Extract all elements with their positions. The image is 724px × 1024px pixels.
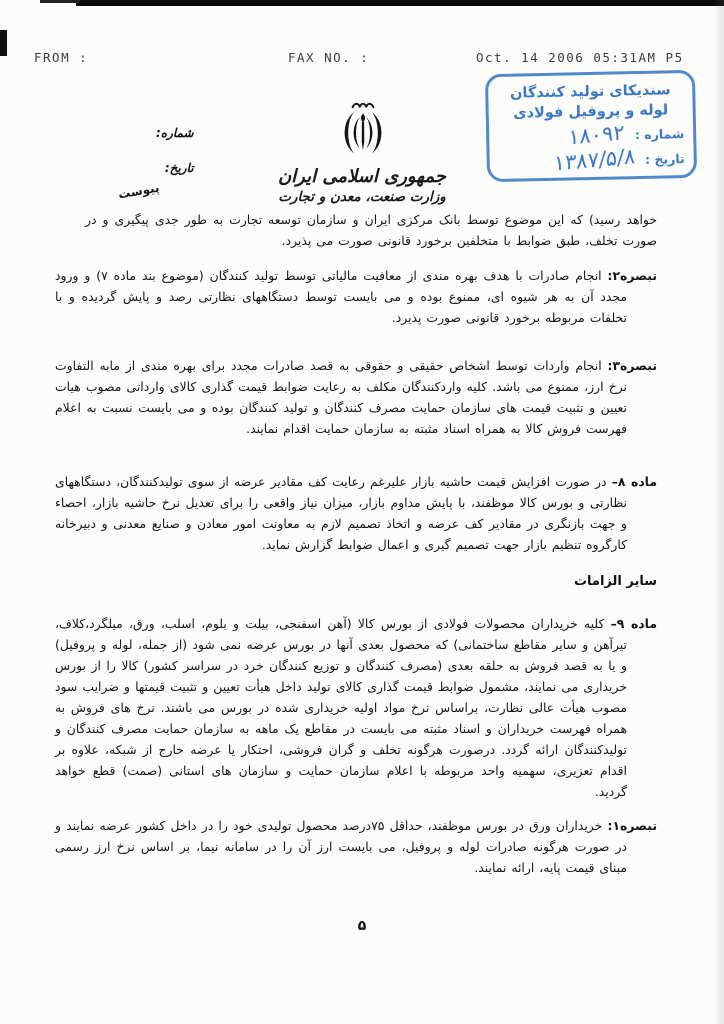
note-3-paragraph — [55, 355, 657, 439]
other-requirements-heading: سایر الزامات — [573, 574, 657, 589]
country-title: جمهوری اسلامی ایران — [277, 166, 447, 187]
note-3-text: انجام واردات توسط اشخاص حقیقی و حقوقی به قصد صادرات مجدد برای بهره مندی از مابه التفاوت نرخ ارز، ممنوع می باشد. کلیه واردکنندگان مکلف به رعایت ضوابط قیمت گذاری کالای وارداتی مصوب هیات تعیین و تثبیت قیمت های سازمان حمایت مصرف کنندگان و تولید کنندگان بوده و می بایست نسبت به اعلام فهرست فروش کالا به همراه اسناد مثبته به سازمان حمایت اقدام نمایند. — [55, 358, 627, 437]
letterhead-date-label: تاریخ: — [164, 161, 194, 175]
note-3-label: تبصره۳: — [607, 358, 657, 374]
article-9-paragraph — [55, 613, 657, 802]
handwritten-attachment-note: پیوست — [117, 180, 161, 202]
article-9-text: کلیه خریداران محصولات فولادی از بورس کالا (آهن اسفنجی، بیلت و بلوم، اسلب، ورق، میلگرد،کلاف، تیرآهن و سایر مقاطع ساختمانی) که محصول بعدی آنها در بورس عرضه نمی شود (از جمله، لوله و پروفیل) و یا به قصد فروش به حلقه بعدی (مصرف کنندگان و توزیع کنندگان خرد در سراسر کشور) کالا را از بورس خریداری می نمایند، مشمول ضوابط قیمت گذاری کالای تولید داخل هیأت تعیین و تثبیت قیمتها و ضرایب سود مصوب هیأت عالی نظارت، براساس نرخ مواد اولیه خریداری شده در بورس می باشند. نرخ های فروش به همراه فهرست خریداران و اسناد مثبته می بایست در مقاطع یک ماهه به سازمان حمایت مصرف کنندگان و تولیدکنندگان ارائه گردد. درصورت هرگونه تخلف و گران فروشی، احتکار یا عرضه خارج از شبکه، علاوه بر اقدام تعزیری، سهمیه واحد مربوطه با اعلام سازمان حمایت و سازمان های استانی (صمت) قطع خواهد گردید. — [55, 616, 627, 800]
scan-artifact-right-shadow — [714, 0, 724, 1024]
stamp-date-label: تاریخ : — [644, 150, 685, 167]
note-2-text: انجام صادرات با هدف بهره مندی از معافیت مالیاتی توسط تولید کنندگان (موضوع بند ماده ۷) و ورود مجدد آن به هر شیوه ای، ممنوع بوده و می بایست توسط دستگاههای نظارتی رصد و پایش گردیده و با تخلفات مربوطه برخورد قانونی صورت پذیرد. — [55, 268, 627, 326]
note-2-label: تبصره۲: — [607, 268, 657, 284]
intro-paragraph: خواهد رسید) که این موضوع توسط بانک مرکزی ایران و سازمان توسعه تجارت به طور جدی پیگیری و در صورت تخلف، طبق ضوابط با متخلفین برخورد قانونی صورت می پذیرد. — [85, 212, 657, 249]
stamp-organization-line1: سندیکای تولید کنندگان — [509, 82, 671, 102]
ministry-title: وزارت صنعت، معدن و تجارت — [278, 189, 446, 205]
note-1-paragraph — [55, 815, 657, 878]
stamp-date-handwritten-value: ۱۳۸۷/۵/۸ — [553, 144, 636, 176]
note-1-label: تبصره۱: — [607, 818, 657, 834]
fax-datetime: Oct. 14 2006 05:31AM P5 — [476, 50, 684, 65]
letterhead-number-label: شماره: — [156, 126, 194, 140]
article-8-text: در صورت افزایش قیمت حاشیه بازار علیرغم رعایت کف مقادیر عرضه از سوی تولیدکنندگان، دستگاههای نظارتی و بورس کالا موظفند، با پایش مداوم بازار، میزان نیاز واقعی را برای تعدیل نرخ حاشیه بازار، احصاء و جهت بازنگری در مقادیر کف عرضه و اتخاذ تصمیم لازم به معاونت امور معادن و صنایع معدنی و دبیرخانه کارگروه تنظیم بازار جهت تصمیم گیری و اعمال ضوابط گزارش نماید. — [55, 474, 627, 553]
stamp-number-label: شماره : — [634, 125, 685, 142]
page-number: ۵ — [357, 918, 367, 934]
note-1-text: خریداران ورق در بورس موظفند، حداقل ۷۵درصد محصول تولیدی خود را در داخل کشور عرضه نمایند و در صورت هرگونه صادرات لوله و پروفیل، می بایست ارز آن را در سامانه نیما، بر اساس نرخ ارز رسمی مبنای قیمت پایه، ارائه نمایند. — [55, 818, 627, 876]
article-8-label: ماده ۸– — [611, 474, 657, 490]
article-9-label: ماده ۹– — [610, 616, 657, 632]
article-8-paragraph — [55, 471, 657, 555]
fax-from-label: FROM : — [34, 50, 89, 65]
stamp-number-handwritten-value: ۱۸۰۹۲ — [568, 120, 625, 150]
note-2-paragraph — [55, 265, 657, 328]
stamp-organization-line2: لوله و پروفیل فولادی — [513, 102, 669, 122]
fax-number-label: FAX NO. : — [288, 50, 370, 65]
